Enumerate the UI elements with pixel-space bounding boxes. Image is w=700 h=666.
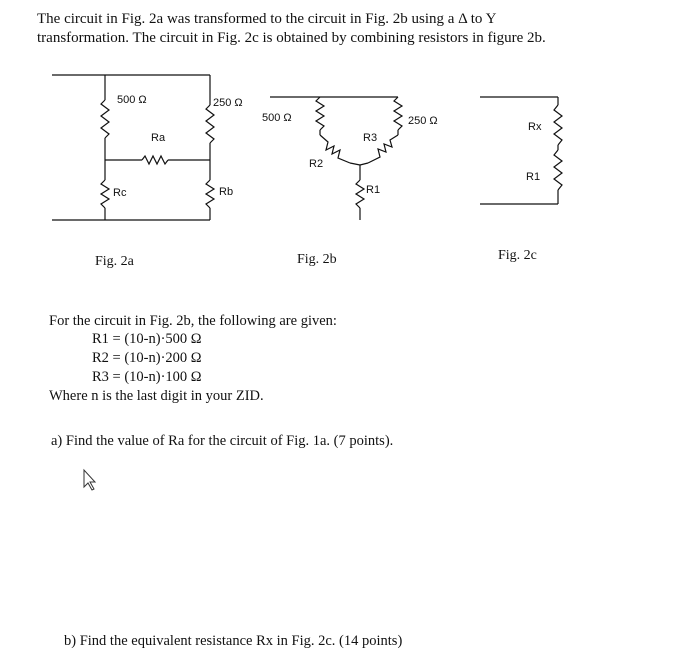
fig2c-rx-label: Rx [528,121,542,133]
fig2a-500-resistor [101,100,109,138]
question-b: b) Find the equivalent resistance Rx in Fig. 2c. (14 points) [64,633,403,649]
fig-2a-caption: Fig. 2a [95,254,134,269]
intro-line-1: The circuit in Fig. 2a was transformed to the circuit in Fig. 2b using a Δ to Y [37,11,497,27]
fig2b-r3-label: R3 [363,132,378,144]
given-intro: For the circuit in Fig. 2b, the following are given: [49,313,337,329]
fig2b-r1-resistor [356,180,364,208]
given-where: Where n is the last digit in your ZID. [49,388,264,404]
fig-2c-caption: Fig. 2c [498,248,537,263]
fig2a-rc-resistor [101,180,109,208]
fig2a-250-resistor [206,105,214,143]
fig2c-r1-resistor [554,150,562,190]
cursor-icon [84,470,95,490]
fig2c-rx-resistor [554,105,562,145]
fig2a-250-label: 250 Ω [213,97,243,109]
fig-2c-circuit [480,97,562,204]
fig2a-rc-label: Rc [113,187,127,199]
fig2a-500-label: 500 Ω [117,94,147,106]
fig-2b-caption: Fig. 2b [297,252,337,267]
given-r2: R2 = (10-n)·200 Ω [92,350,202,366]
fig2b-250-label: 250 Ω [408,115,438,127]
fig2b-500-resistor [316,97,324,130]
intro-line-2: transformation. The circuit in Fig. 2c is obtained by combining resistors in figure 2b. [37,30,546,46]
fig2a-ra-resistor [142,156,168,164]
fig2b-r2-resistor [320,135,350,163]
fig2b-250-resistor [394,97,402,130]
fig-2a-circuit [52,75,243,220]
fig-2b-circuit [262,97,438,220]
question-a: a) Find the value of Ra for the circuit of Fig. 1a. (7 points). [51,433,394,449]
fig2b-r1-label: R1 [366,184,381,196]
fig2a-ra-label: Ra [151,132,166,144]
fig2b-500-label: 500 Ω [262,112,292,124]
fig2c-r1-label: R1 [526,171,541,183]
fig2b-r2-label: R2 [309,158,324,170]
fig2a-rb-resistor [206,180,214,208]
fig2a-rb-label: Rb [219,186,234,198]
given-r3: R3 = (10-n)·100 Ω [92,369,202,385]
given-r1: R1 = (10-n)·500 Ω [92,331,202,347]
